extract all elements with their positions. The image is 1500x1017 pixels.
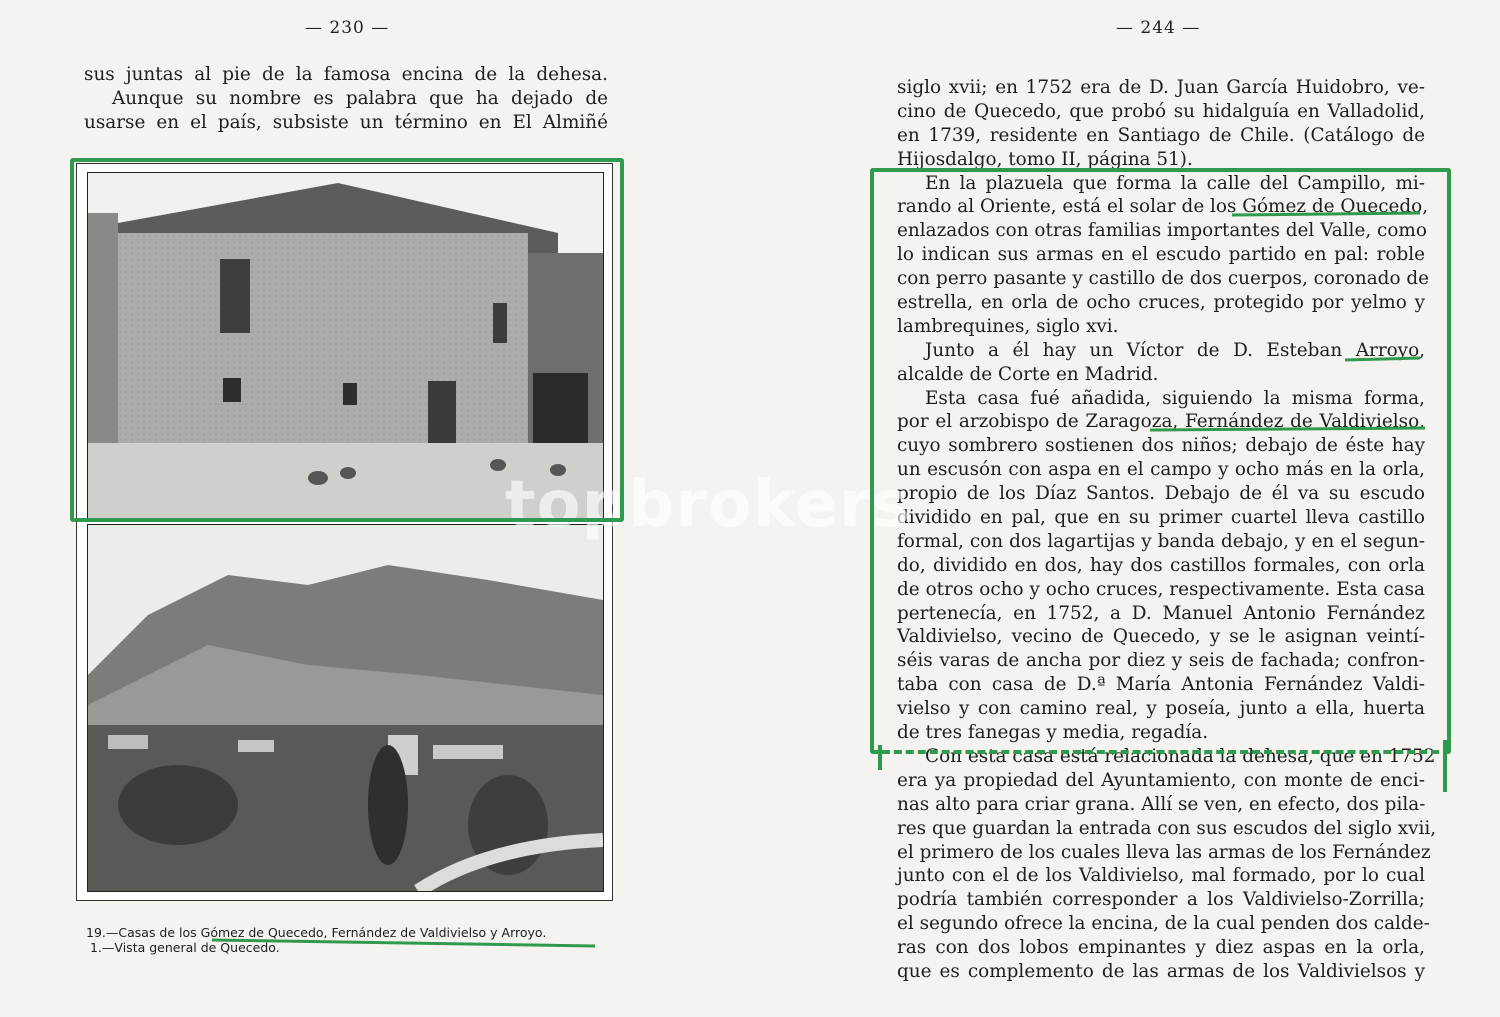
- text-line: un escusón con aspa en el campo y ocho más en la orla,: [897, 459, 1425, 481]
- text-line: taba con casa de D.ª María Antonia Fernández Valdi-: [897, 674, 1425, 696]
- text-line: do, dividido en dos, hay dos castillos formales, con orla: [897, 554, 1425, 576]
- village-photo: [87, 524, 604, 892]
- text-line: vielso y con camino real, y poseía, junto a ella, huerta: [897, 698, 1425, 720]
- text-line: en 1739, residente en Santiago de Chile. (Catálogo de: [897, 124, 1425, 146]
- text-line: era ya propiedad del Ayuntamiento, con monte de enci-: [897, 769, 1425, 791]
- text-line: de otros ocho y ocho cruces, respectivamente. Esta casa: [897, 578, 1425, 600]
- text-line: lambrequines, siglo xvi.: [897, 315, 1119, 337]
- text-line: estrella, en orla de ocho cruces, protegido por yelmo y: [897, 292, 1425, 314]
- text-line: alcalde de Corte en Madrid.: [897, 363, 1159, 385]
- text-line: pertenecía, en 1752, a D. Manuel Antonio Fernández: [897, 602, 1425, 624]
- text-line: Esta casa fué añadida, siguiendo la misma forma,: [925, 387, 1425, 409]
- text-line: En la plazuela que forma la calle del Campillo, mi-: [925, 172, 1425, 194]
- text-line: siglo xvii; en 1752 era de D. Juan García Huidobro, ve-: [897, 77, 1425, 98]
- watermark: topbrokers: [505, 468, 911, 542]
- text-line: Aunque su nombre es palabra que ha dejado de: [112, 87, 608, 109]
- page-number: — 244 —: [1116, 18, 1201, 38]
- photo-captions: [86, 925, 616, 955]
- text-line: Con esta casa está relacionada la dehesa, que en 1752: [925, 745, 1436, 767]
- text-line: rando al Oriente, está el solar de los Gómez de Quecedo,: [897, 196, 1429, 218]
- caption-line: 19.—Casas de los Gómez de Quecedo, Fernández de Valdivielso y Arroyo.: [86, 925, 547, 940]
- text-line: Hijosdalgo, tomo II, página 51).: [897, 148, 1193, 170]
- text-line: por el arzobispo de Zaragoza, Fernández de Valdivielso,: [897, 411, 1425, 433]
- text-line: con perro pasante y castillo de dos cuerpos, coronado de: [897, 268, 1430, 290]
- text-line: de tres fanegas y media, regadía.: [897, 722, 1209, 744]
- caption-line: 1.—Vista general de Quecedo.: [90, 940, 280, 955]
- text-line: propio de los Díaz Santos. Debajo de él va su escudo: [897, 483, 1425, 505]
- text-line: enlazados con otras familias importantes del Valle, como: [897, 220, 1427, 242]
- text-line: usarse en el país, subsiste un término en El Almiñé: [84, 111, 608, 133]
- page-number: — 230 —: [305, 18, 390, 38]
- text-line: sus juntas al pie de la famosa encina de la dehesa.: [84, 64, 608, 85]
- text-line: Junto a él hay un Víctor de D. Esteban Arroyo,: [925, 339, 1425, 361]
- village-image: [88, 525, 603, 891]
- house-image: [88, 173, 603, 518]
- text-line: cuyo sombrero sostienen dos niños; debajo de éste hay: [897, 435, 1425, 457]
- text-line: cino de Quecedo, que probó su hidalguía en Valladolid,: [897, 100, 1425, 122]
- text-line: podría también corresponder a los Valdivielso-Zorrilla;: [897, 889, 1425, 911]
- text-line: Valdivielso, vecino de Quecedo, y se le asignan veintí-: [897, 626, 1425, 648]
- text-line: el primero de los cuales lleva las armas de los Fernández: [897, 841, 1431, 863]
- text-line: res que guardan la entrada con sus escudos del siglo xvii,: [897, 817, 1437, 839]
- text-line: el segundo ofrece la encina, de la cual penden dos calde-: [897, 913, 1430, 935]
- house-photo: [87, 172, 604, 519]
- text-line: lo indican sus armas en el escudo partido en pal: roble: [897, 244, 1425, 266]
- text-line: séis varas de ancha por diez y seis de fachada; confron-: [897, 650, 1425, 672]
- text-line: ras con dos lobos empinantes y diez aspas en la orla,: [897, 937, 1425, 959]
- text-line: junto con el de los Valdivielso, mal formado, por lo cual: [897, 865, 1425, 887]
- text-line: formal, con dos lagartijas y banda debajo, y en el segun-: [897, 530, 1425, 552]
- text-line: que es complemento de las armas de los Valdivielsos y: [897, 960, 1425, 982]
- text-line: dividido en pal, que en su primer cuartel lleva castillo: [897, 507, 1425, 529]
- text-line: nas alto para criar grana. Allí se ven, en efecto, dos pila-: [897, 793, 1426, 815]
- left-page-text: [84, 63, 608, 135]
- right-page-text: [897, 76, 1437, 984]
